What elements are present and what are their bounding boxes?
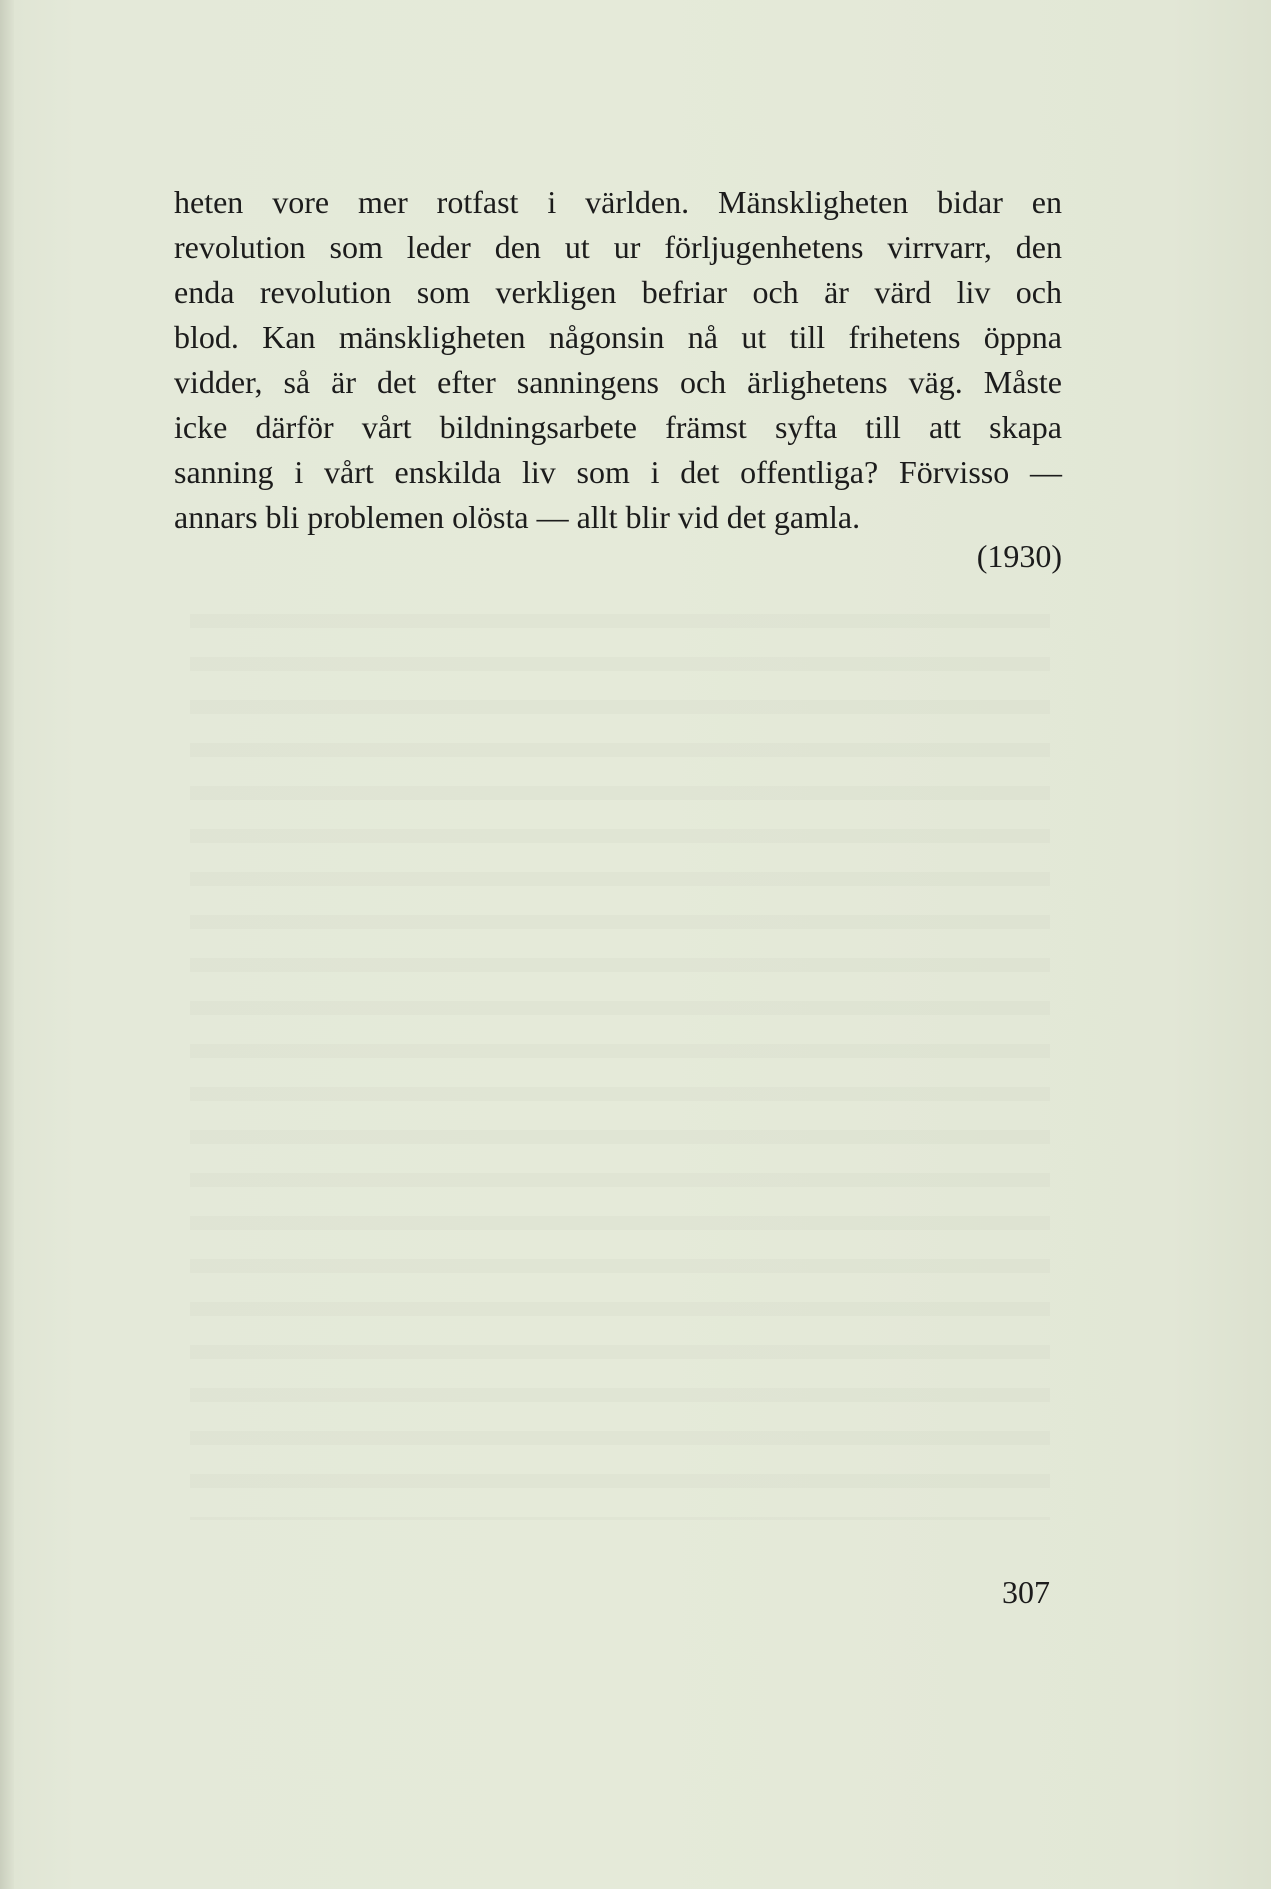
text-line-2: revolution som leder den ut ur förljugenhetens virrvarr, den: [174, 229, 1062, 265]
text-line-5: vidder, så är det efter sanningens och ärlighetens väg. Måste: [174, 364, 1062, 400]
text-line-4: blod. Kan mänskligheten någonsin nå ut till frihetens öppna: [174, 319, 1062, 355]
bleed-through-text: [190, 590, 1050, 1520]
text-line-3: enda revolution som verkligen befriar och är värd liv och: [174, 274, 1062, 310]
body-paragraph: [174, 180, 1062, 540]
page-spine-edge: [0, 0, 14, 1889]
page-number: 307: [1002, 1574, 1050, 1610]
text-line-6: icke därför vårt bildningsarbete främst syfta till att skapa: [174, 409, 1062, 445]
text-line-1: heten vore mer rotfast i världen. Mänskligheten bidar en: [174, 184, 1062, 220]
date-stamp: (1930): [976, 538, 1062, 574]
text-line-8: annars bli problemen olösta — allt blir vid det gamla.: [174, 499, 861, 535]
text-line-7: sanning i vårt enskilda liv som i det offentliga? Förvisso —: [174, 454, 1062, 490]
